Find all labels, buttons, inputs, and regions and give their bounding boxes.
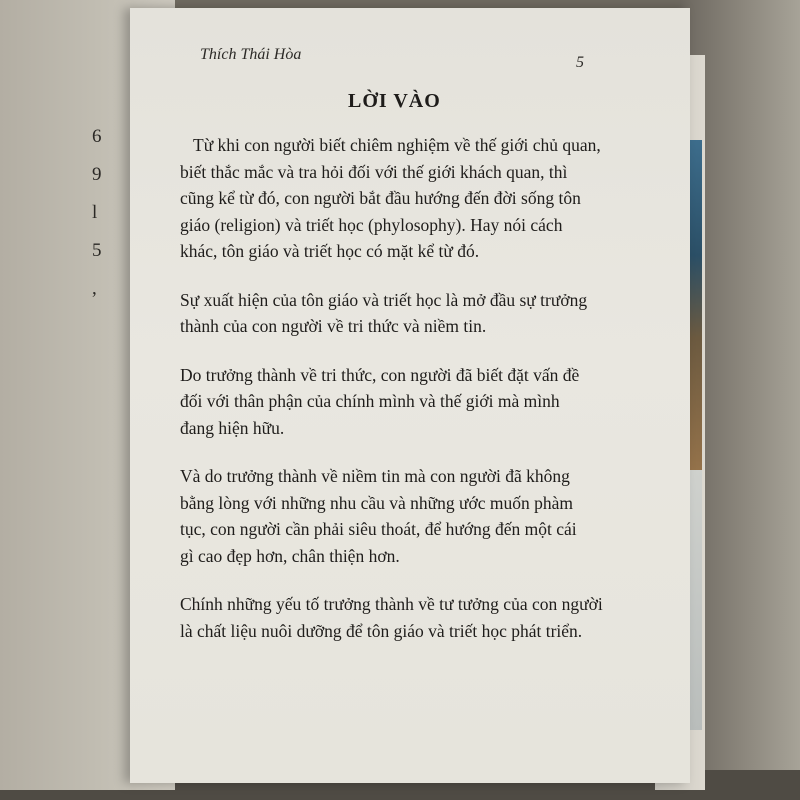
text-line: cũng kể từ đó, con người bắt đầu hướng đến đời sống tôn xyxy=(180,188,581,208)
edge-char: 5 xyxy=(92,240,102,261)
edge-char: l xyxy=(92,202,98,223)
chapter-title: LỜI VÀO xyxy=(348,90,441,112)
body-text xyxy=(180,132,650,644)
paragraph-5 xyxy=(180,591,650,644)
text-line: thành của con người về tri thức và niềm tin. xyxy=(180,316,487,336)
edge-char: 6 xyxy=(92,126,102,147)
edge-char: , xyxy=(92,278,97,299)
text-line: biết thắc mắc và tra hỏi đối với thế giới khách quan, thì xyxy=(180,161,568,182)
text-line: Và do trưởng thành về niềm tin mà con người đã không xyxy=(180,466,570,486)
text-line: khác, tôn giáo và triết học có mặt kể từ đó. xyxy=(180,241,480,261)
edge-char: 9 xyxy=(92,164,102,185)
text-line: Do trưởng thành về tri thức, con người đã biết đặt vấn đề xyxy=(180,364,580,385)
text-line: là chất liệu nuôi dưỡng để tôn giáo và triết học phát triển. xyxy=(180,620,583,641)
text-line: Từ khi con người biết chiêm nghiệm về thế giới chủ quan, xyxy=(193,135,601,155)
book-page xyxy=(130,8,690,783)
text-line: đang hiện hữu. xyxy=(180,417,285,438)
text-line: giáo (religion) và triết học (phylosophy). Hay nói cách xyxy=(180,214,563,235)
paragraph-4 xyxy=(180,463,650,569)
page-number: 5 xyxy=(576,54,584,71)
text-line: gì cao đẹp hơn, chân thiện hơn. xyxy=(180,545,400,566)
facing-page-edge-text xyxy=(92,118,122,308)
text-line: đối với thân phận của chính mình và thế giới mà mình xyxy=(180,391,560,411)
text-line: bằng lòng với những nhu cầu và những ước muốn phàm xyxy=(180,492,574,513)
text-line: tục, con người cần phải siêu thoát, để hướng đến một cái xyxy=(180,519,577,539)
paragraph-3 xyxy=(180,362,650,442)
running-head: Thích Thái Hòa xyxy=(200,46,302,63)
text-line: Chính những yếu tố trưởng thành về tư tưởng của con người xyxy=(180,594,603,614)
paragraph-1 xyxy=(180,132,650,265)
text-line: Sự xuất hiện của tôn giáo và triết học là mở đầu sự trưởng xyxy=(180,289,588,310)
paragraph-2 xyxy=(180,287,650,340)
